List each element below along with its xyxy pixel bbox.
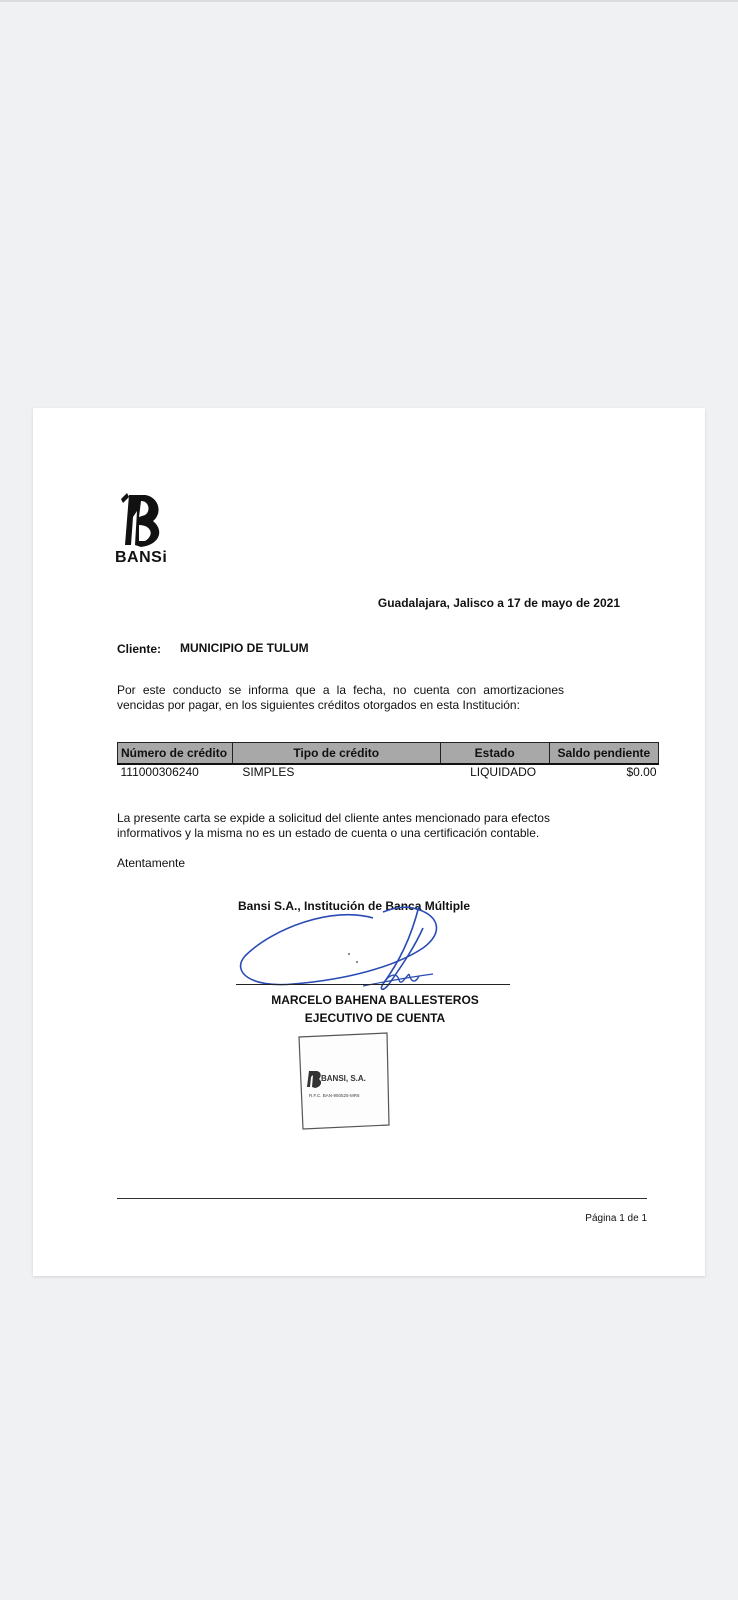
client-name: MUNICIPIO DE TULUM bbox=[180, 641, 309, 655]
closing-paragraph: La presente carta se expide a solicitud del cliente antes mencionado para efectos informativos y la misma no es un estado de cuenta o una certificación contable. bbox=[117, 811, 550, 840]
date-line: Guadalajara, Jalisco a 17 de mayo de 2021 bbox=[377, 596, 620, 610]
cell-credit-type: SIMPLES bbox=[242, 765, 295, 779]
stamp-rfc: R.F.C. BAN-950525-MR6 bbox=[309, 1093, 360, 1098]
empty-background-area bbox=[0, 1276, 738, 1600]
table-header-row bbox=[118, 743, 659, 765]
page-number: Página 1 de 1 bbox=[585, 1213, 647, 1224]
intro-paragraph: Por este conducto se informa que a la fecha, no cuenta con amortizaciones vencidas por pagar, en los siguientes créditos otorgados en esta Institución: bbox=[117, 683, 564, 712]
column-header-credit-type: Tipo de crédito bbox=[232, 743, 440, 765]
cell-balance: $0.00 bbox=[626, 765, 657, 779]
footer-line bbox=[117, 1198, 647, 1199]
column-header-credit-number: Número de crédito bbox=[118, 743, 233, 765]
top-bar bbox=[0, 0, 738, 2]
credit-table bbox=[117, 742, 659, 780]
signer-name: MARCELO BAHENA BALLESTEROS bbox=[271, 993, 479, 1007]
company-stamp bbox=[297, 1031, 393, 1131]
salutation: Atentamente bbox=[117, 856, 186, 870]
column-header-balance: Saldo pendiente bbox=[549, 743, 658, 765]
table-row bbox=[118, 764, 659, 780]
cell-credit-number: 111000306240 bbox=[120, 765, 199, 779]
institution-name: Bansi S.A., Institución de Banca Múltiple bbox=[238, 899, 471, 913]
client-label: Cliente: bbox=[117, 642, 162, 656]
cell-status: LIQUIDADO bbox=[470, 765, 537, 779]
handwritten-signature bbox=[233, 898, 473, 1028]
signer-title: EJECUTIVO DE CUENTA bbox=[304, 1011, 446, 1025]
logo-text: BANSi bbox=[115, 549, 168, 566]
signature-line bbox=[236, 984, 510, 985]
column-header-status: Estado bbox=[440, 743, 549, 765]
stamp-name: BANSI, S.A. bbox=[321, 1074, 366, 1083]
document-page bbox=[33, 408, 705, 1276]
